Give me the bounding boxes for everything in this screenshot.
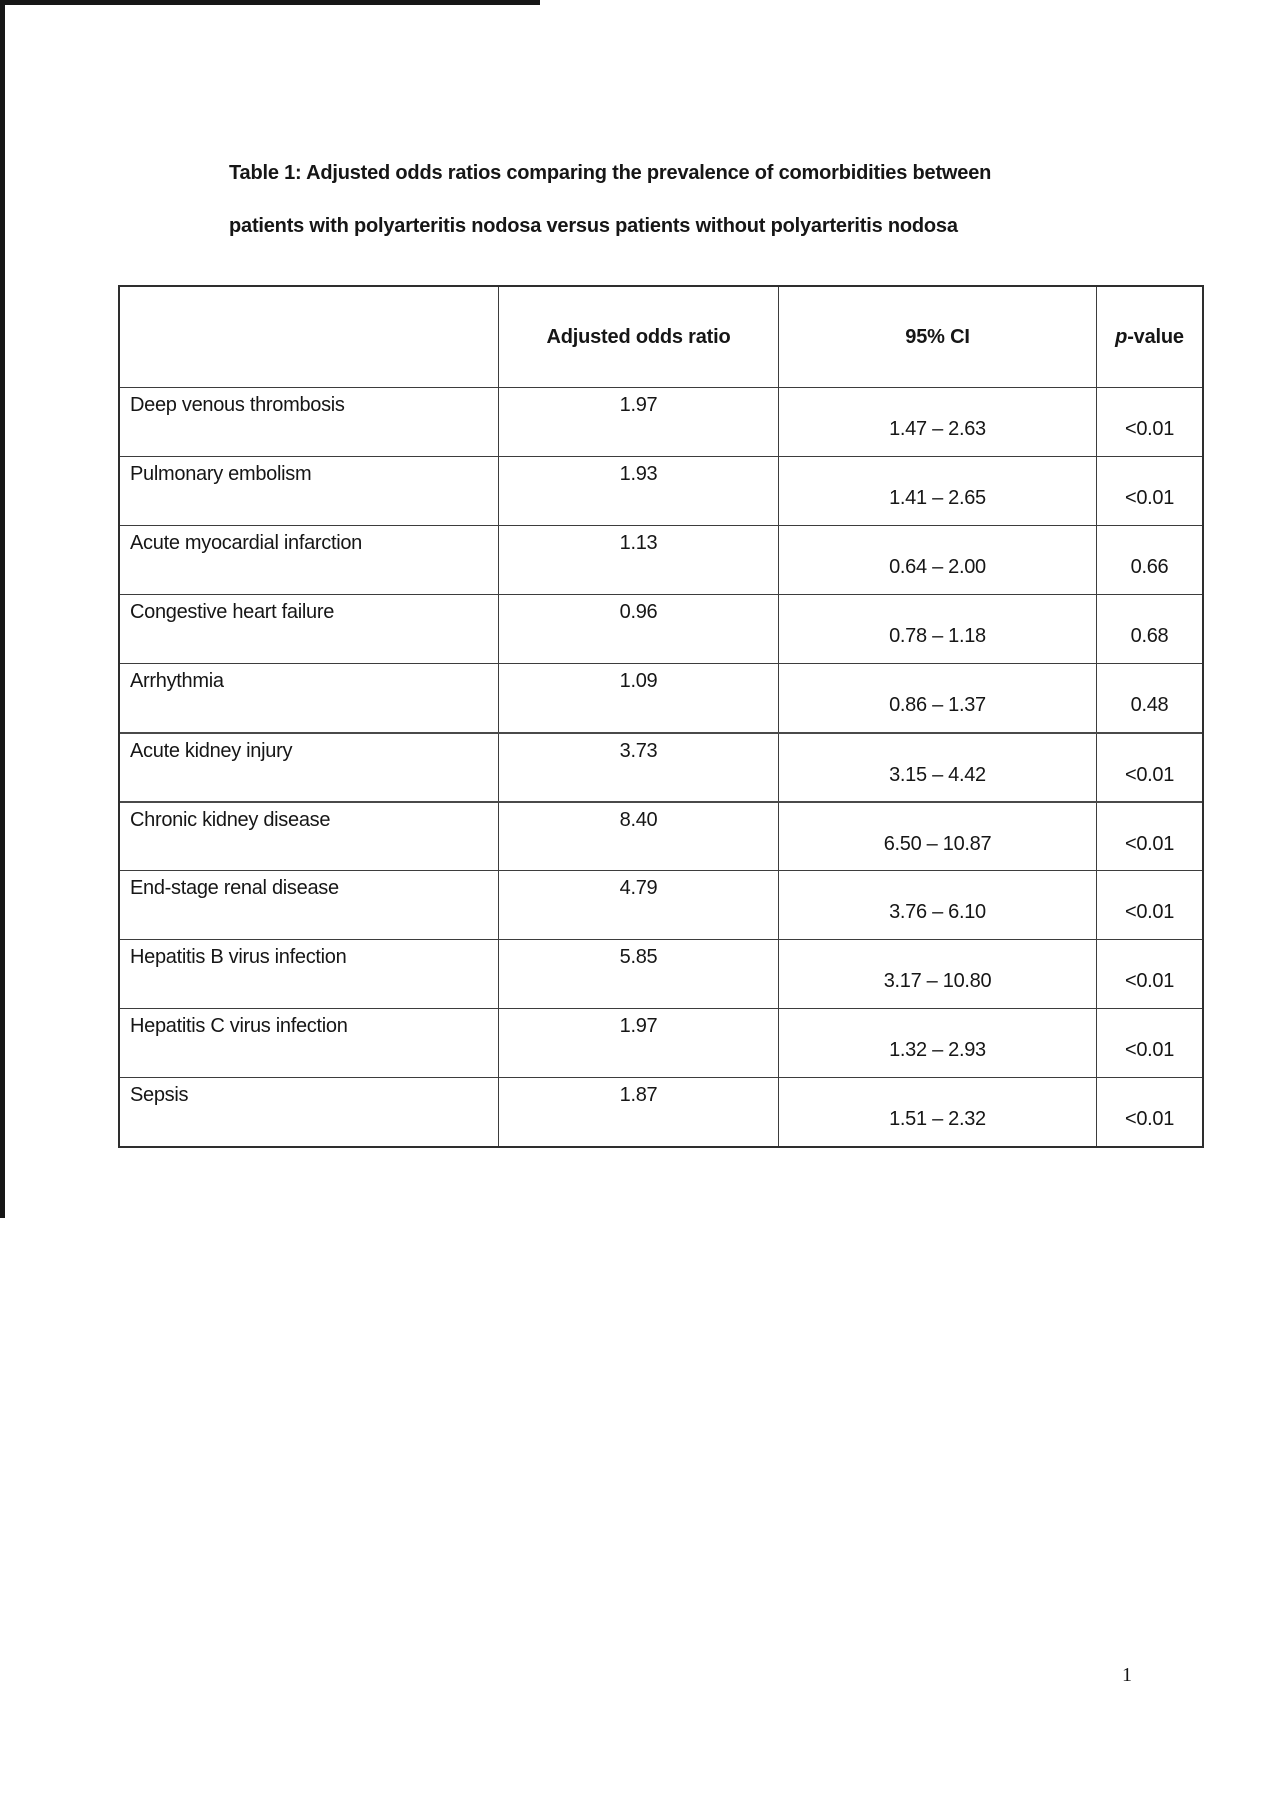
odds-ratio-value: 1.93 (498, 457, 778, 525)
p-value-suffix: -value (1127, 325, 1184, 348)
header-cell-p-value (1096, 287, 1202, 387)
ci-value: 1.32 – 2.93 (778, 1009, 1096, 1077)
row-label: End-stage renal disease (130, 877, 339, 899)
table-row (120, 801, 1202, 870)
ci-value: 3.17 – 10.80 (778, 940, 1096, 1008)
table-caption-line2: patients with polyarteritis nodosa versus patients without polyarteritis nodosa (229, 215, 958, 237)
table-row (120, 1077, 1202, 1146)
odds-ratio-value: 0.96 (498, 595, 778, 663)
odds-ratio-value: 1.87 (498, 1078, 778, 1146)
p-value: <0.01 (1096, 388, 1202, 456)
row-label: Deep venous thrombosis (130, 394, 345, 416)
odds-ratio-value: 3.73 (498, 734, 778, 801)
table-row (120, 456, 1202, 525)
ci-value: 3.76 – 6.10 (778, 871, 1096, 939)
odds-ratio-value: 1.97 (498, 1009, 778, 1077)
p-value: <0.01 (1096, 734, 1202, 801)
ci-value: 0.86 – 1.37 (778, 664, 1096, 732)
ci-value: 1.51 – 2.32 (778, 1078, 1096, 1146)
table-row (120, 525, 1202, 594)
p-value: <0.01 (1096, 457, 1202, 525)
table-row (120, 663, 1202, 732)
p-value: 0.68 (1096, 595, 1202, 663)
row-label: Sepsis (130, 1084, 189, 1106)
row-label: Chronic kidney disease (130, 809, 331, 831)
odds-ratio-value: 1.97 (498, 388, 778, 456)
ci-value: 0.78 – 1.18 (778, 595, 1096, 663)
row-label: Hepatitis B virus infection (130, 946, 347, 968)
scan-artifact-top-edge (0, 0, 540, 5)
page-number: 1 (1122, 1664, 1132, 1686)
odds-ratio-value: 4.79 (498, 871, 778, 939)
odds-ratio-value: 1.13 (498, 526, 778, 594)
row-label: Hepatitis C virus infection (130, 1015, 348, 1037)
ci-value: 3.15 – 4.42 (778, 734, 1096, 801)
table-row (120, 594, 1202, 663)
p-value: 0.48 (1096, 664, 1202, 732)
table-row (120, 387, 1202, 456)
table-row (120, 870, 1202, 939)
p-value: <0.01 (1096, 871, 1202, 939)
row-label: Pulmonary embolism (130, 463, 312, 485)
ci-value: 0.64 – 2.00 (778, 526, 1096, 594)
odds-ratio-value: 5.85 (498, 940, 778, 1008)
ci-value: 1.47 – 2.63 (778, 388, 1096, 456)
row-label: Acute myocardial infarction (130, 532, 363, 554)
row-label: Arrhythmia (130, 670, 224, 692)
odds-ratio-value: 8.40 (498, 803, 778, 870)
header-cell-95-ci: 95% CI (778, 287, 1096, 387)
table-row (120, 1008, 1202, 1077)
p-value: 0.66 (1096, 526, 1202, 594)
scan-artifact-left-edge (0, 0, 5, 1218)
odds-ratio-value: 1.09 (498, 664, 778, 732)
table-row (120, 939, 1202, 1008)
table-caption-line1: Table 1: Adjusted odds ratios comparing the prevalence of comorbidities between (229, 162, 992, 184)
header-cell-row-label (120, 287, 498, 387)
p-value-italic-p: p (1115, 325, 1128, 348)
p-value: <0.01 (1096, 940, 1202, 1008)
odds-ratio-table (118, 285, 1204, 1148)
row-label: Acute kidney injury (130, 740, 293, 762)
table-row (120, 732, 1202, 801)
table-header-row (120, 287, 1202, 387)
header-cell-adjusted-odds-ratio: Adjusted odds ratio (498, 287, 778, 387)
ci-value: 6.50 – 10.87 (778, 803, 1096, 870)
p-value: <0.01 (1096, 1009, 1202, 1077)
p-value: <0.01 (1096, 803, 1202, 870)
row-label: Congestive heart failure (130, 601, 335, 623)
ci-value: 1.41 – 2.65 (778, 457, 1096, 525)
p-value: <0.01 (1096, 1078, 1202, 1146)
